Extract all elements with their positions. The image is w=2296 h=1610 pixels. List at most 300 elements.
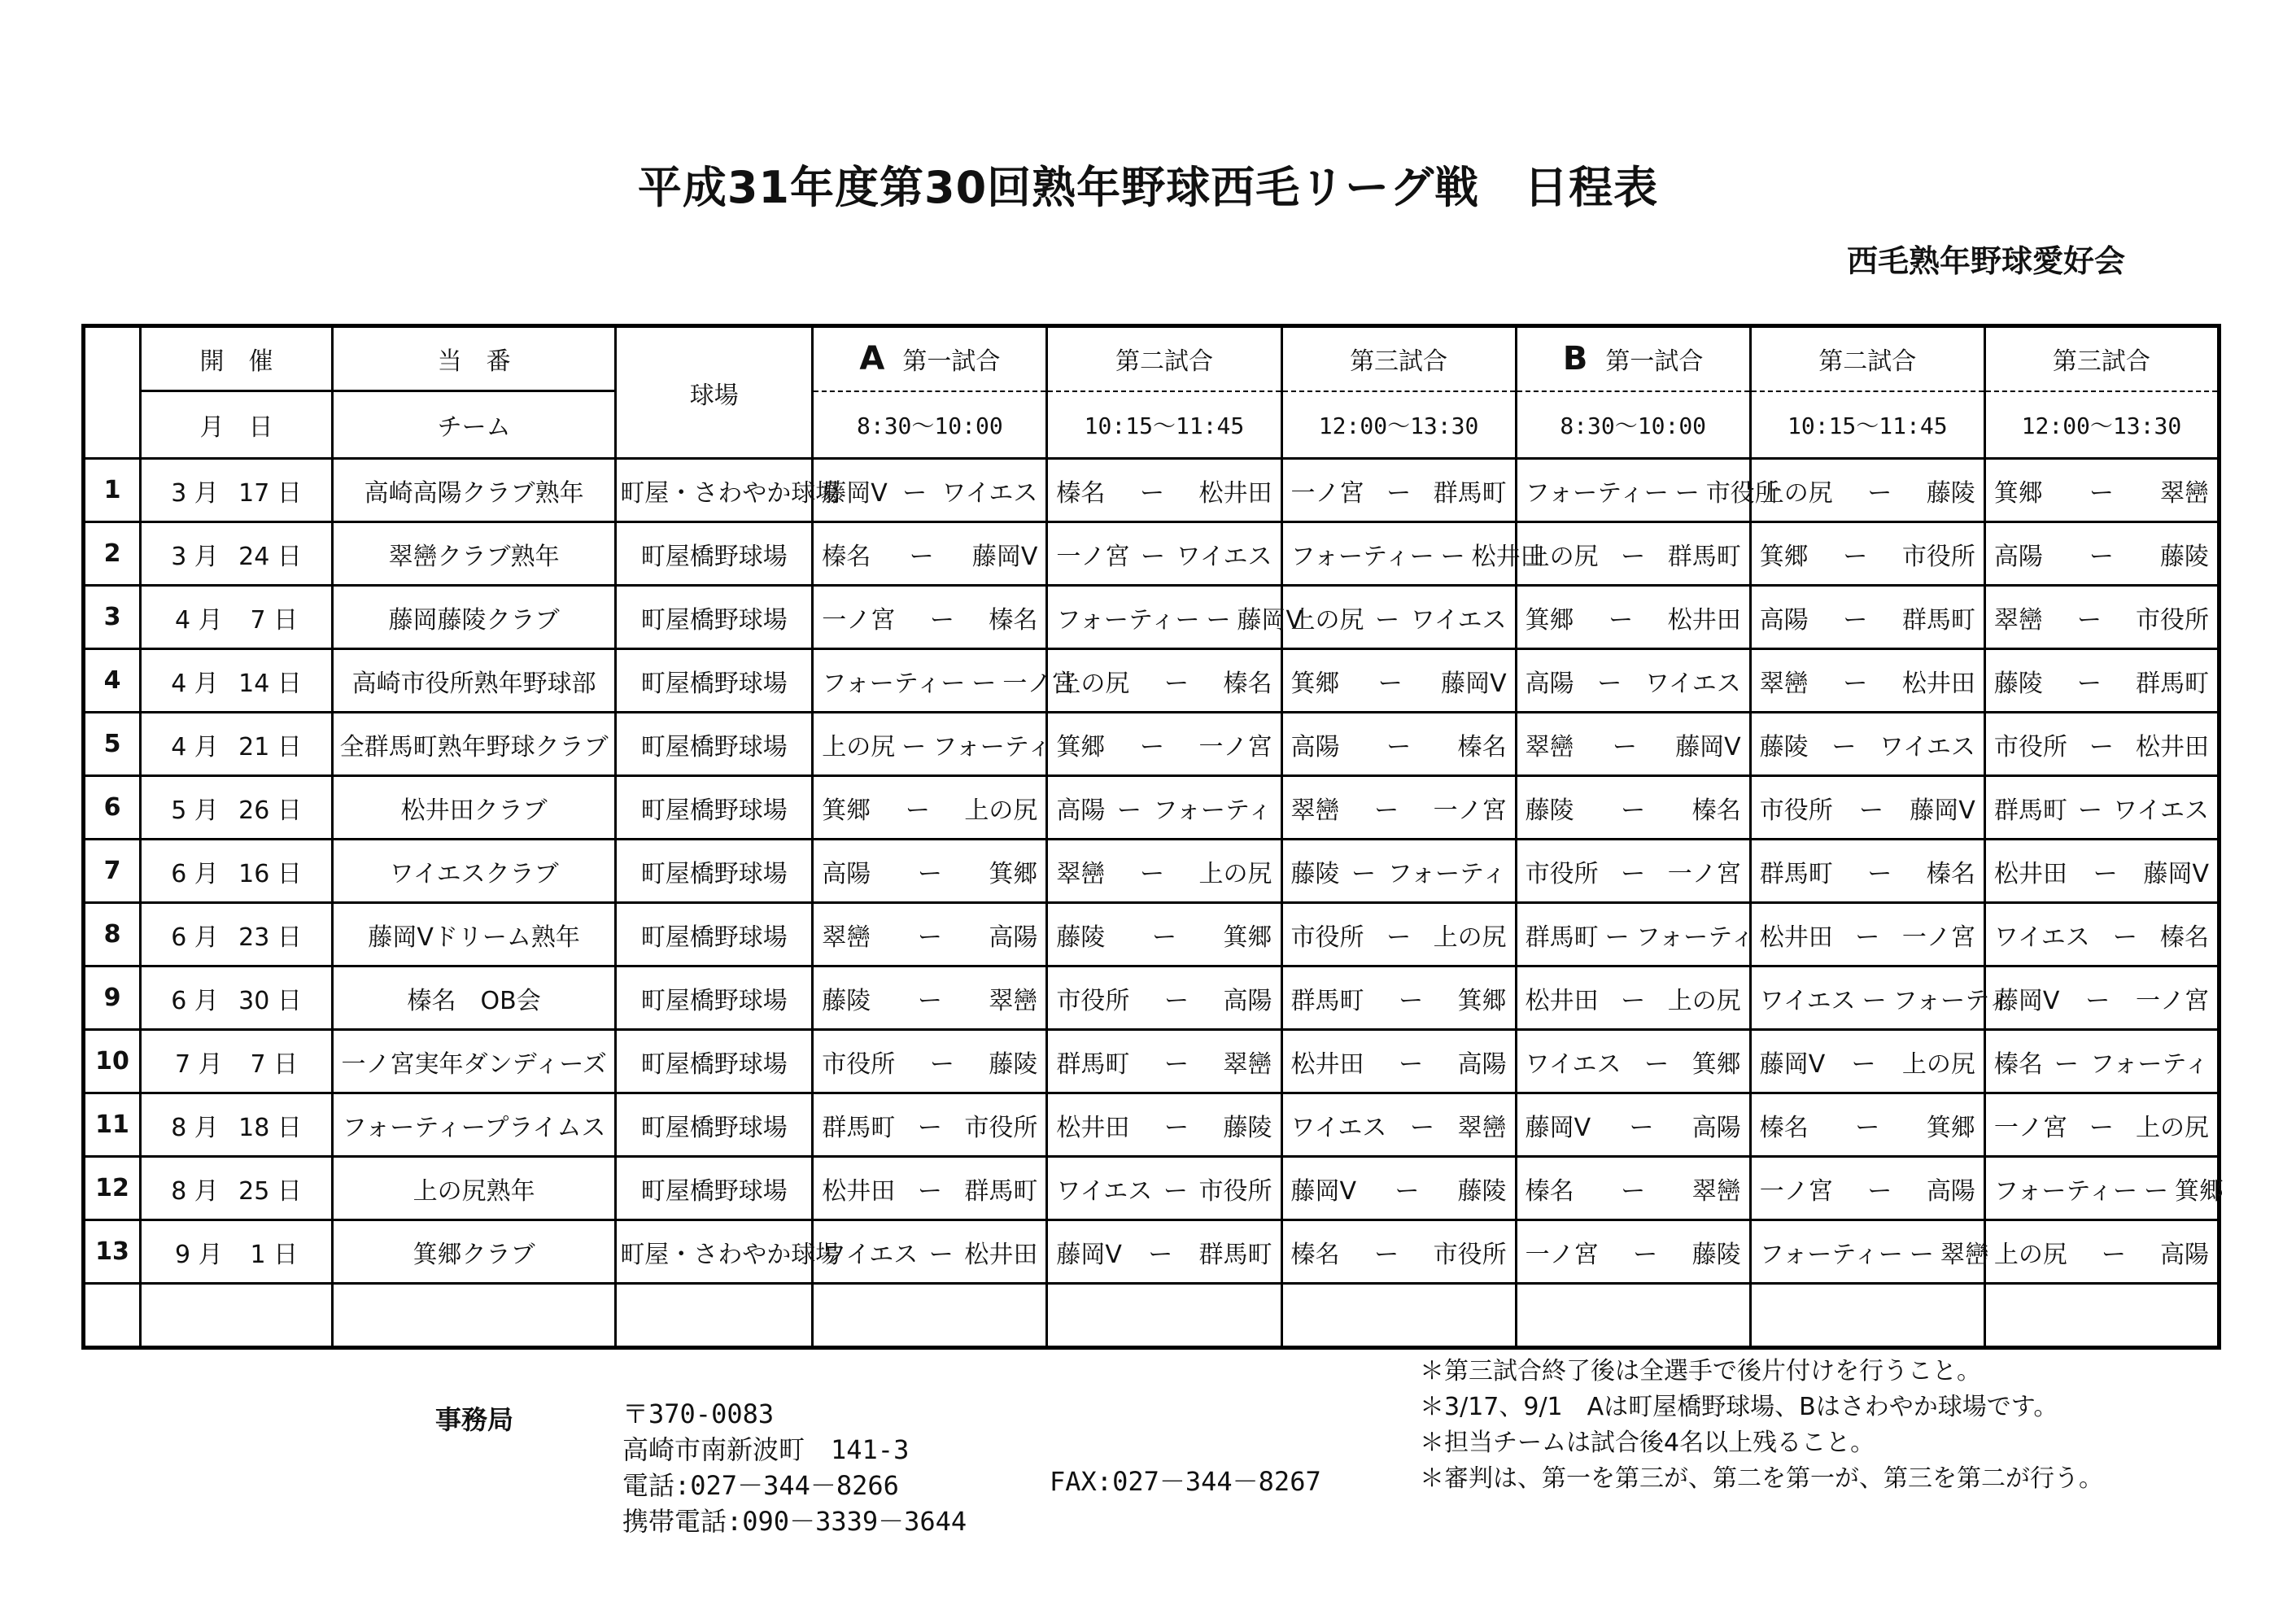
home-team: ワイエス bbox=[1525, 1049, 1622, 1079]
home-team: 上の尻 bbox=[1525, 542, 1599, 571]
home-team: ワイエス bbox=[1993, 923, 2090, 952]
vs-dash: ー bbox=[1139, 732, 1164, 761]
header-a-game2: 第二試合 bbox=[1047, 326, 1281, 391]
empty-row bbox=[84, 1284, 2220, 1348]
row-date bbox=[141, 586, 333, 649]
match-cell-b2 bbox=[1750, 1030, 1984, 1093]
vs-dash: ー bbox=[1351, 859, 1377, 888]
away-team: 藤岡V bbox=[1441, 669, 1507, 698]
vs-dash: ー bbox=[909, 542, 934, 571]
row-duty-team: 藤岡Vドリーム熟年 bbox=[333, 903, 616, 966]
away-team: 松井田 bbox=[1198, 478, 1272, 508]
row-venue: 町屋橋野球場 bbox=[616, 903, 813, 966]
home-team: 箕郷 bbox=[1525, 605, 1574, 635]
away-team: 市役所 bbox=[1433, 1240, 1507, 1269]
vs-dash: ー bbox=[1374, 1240, 1399, 1269]
away-team: 高陽 bbox=[2160, 1240, 2209, 1269]
home-team: 藤岡V bbox=[1056, 1240, 1122, 1269]
empty-cell bbox=[1281, 1284, 1516, 1348]
away-team: 市役所 bbox=[1198, 1176, 1272, 1206]
away-team: 上の尻 bbox=[2136, 1113, 2209, 1142]
vs-dash: ー bbox=[929, 1049, 954, 1079]
row-day: 7 日 bbox=[250, 605, 299, 635]
match bbox=[817, 536, 1042, 572]
match-cell-b1 bbox=[1516, 1157, 1750, 1220]
row-day: 17 日 bbox=[238, 478, 302, 508]
home-team: 上の尻 bbox=[1056, 669, 1130, 698]
vs-dash: ー bbox=[917, 1176, 942, 1206]
home-team: 藤岡V bbox=[1993, 986, 2060, 1015]
away-team: 一ノ宮 bbox=[1198, 732, 1272, 761]
away-team: ワイエス bbox=[941, 478, 1038, 508]
vs-dash: ー bbox=[1867, 1176, 1892, 1206]
home-team: 箕郷 bbox=[1759, 542, 1809, 571]
home-team: 一ノ宮 bbox=[1056, 542, 1130, 571]
date-wrap bbox=[145, 536, 328, 572]
vs-dash: ー bbox=[1395, 1176, 1420, 1206]
vs-dash: ー bbox=[1163, 1176, 1188, 1206]
away-team: 藤岡V bbox=[1237, 605, 1303, 635]
row-day: 14 日 bbox=[238, 669, 302, 698]
match bbox=[817, 663, 1076, 699]
match-cell-a1 bbox=[813, 1030, 1047, 1093]
match-cell-b3 bbox=[1984, 903, 2219, 966]
row-number: 10 bbox=[84, 1030, 141, 1093]
vs-dash: ー bbox=[971, 669, 997, 698]
vs-dash: ー bbox=[1116, 796, 1141, 825]
row-date bbox=[141, 1220, 333, 1284]
match-cell-a2 bbox=[1047, 1157, 1281, 1220]
match bbox=[1989, 1171, 2224, 1206]
home-team: 翠巒 bbox=[822, 923, 871, 952]
home-team: 一ノ宮 bbox=[1290, 478, 1364, 508]
home-team: 市役所 bbox=[822, 1049, 896, 1079]
match-cell-a3 bbox=[1281, 1030, 1516, 1093]
header-venue: 球場 bbox=[616, 326, 813, 459]
vs-dash: ー bbox=[929, 605, 954, 635]
row-duty-team: 榛名 OB会 bbox=[333, 966, 616, 1030]
match-cell-a3 bbox=[1281, 776, 1516, 840]
vs-dash: ー bbox=[1621, 542, 1646, 571]
match-cell-b3 bbox=[1984, 713, 2219, 776]
match-cell-b1 bbox=[1516, 649, 1750, 713]
header-b-game2: 第二試合 bbox=[1750, 326, 1984, 391]
match-cell-b1 bbox=[1516, 776, 1750, 840]
match bbox=[1286, 663, 1512, 699]
match-cell-a3 bbox=[1281, 903, 1516, 966]
home-team: 箕郷 bbox=[1056, 732, 1106, 761]
home-team: 榛名 bbox=[1056, 478, 1106, 508]
home-team: 榛名 bbox=[1525, 1176, 1574, 1206]
match-cell-b2 bbox=[1750, 1093, 1984, 1157]
match bbox=[1755, 663, 1980, 699]
date-wrap bbox=[145, 663, 328, 699]
home-team: 松井田 bbox=[1759, 923, 1833, 952]
vs-dash: ー bbox=[1206, 605, 1231, 635]
match bbox=[1286, 600, 1512, 635]
row-month: 6 月 bbox=[171, 923, 219, 952]
empty-cell bbox=[333, 1284, 616, 1348]
row-month: 6 月 bbox=[171, 859, 219, 888]
home-team: 群馬町 bbox=[1056, 1049, 1130, 1079]
row-duty-team: 高崎高陽クラブ熟年 bbox=[333, 459, 616, 522]
vs-dash: ー bbox=[2093, 859, 2118, 888]
match-cell-b1 bbox=[1516, 1030, 1750, 1093]
row-month: 4 月 bbox=[171, 732, 219, 761]
away-team: 一ノ宮 bbox=[1901, 923, 1975, 952]
away-team: 翠巒 bbox=[1691, 1176, 1741, 1206]
away-team: 松井田 bbox=[964, 1240, 1038, 1269]
home-team: 藤陵 bbox=[1525, 796, 1574, 825]
match-cell-b3 bbox=[1984, 776, 2219, 840]
away-team: フォーティ bbox=[1635, 923, 1755, 952]
match bbox=[1051, 726, 1277, 762]
empty-cell bbox=[1047, 1284, 1281, 1348]
home-team: 箕郷 bbox=[822, 796, 871, 825]
match-cell-a3 bbox=[1281, 966, 1516, 1030]
vs-dash: ー bbox=[1139, 478, 1164, 508]
row-month: 3 月 bbox=[171, 542, 219, 571]
home-team: 翠巒 bbox=[1290, 796, 1340, 825]
match bbox=[1521, 473, 1779, 508]
match bbox=[1286, 1044, 1512, 1080]
away-team: 市役所 bbox=[2136, 605, 2209, 635]
match-cell-a2 bbox=[1047, 1093, 1281, 1157]
away-team: ワイエス bbox=[1879, 732, 1975, 761]
match-cell-a3 bbox=[1281, 713, 1516, 776]
home-team: 藤陵 bbox=[1290, 859, 1340, 888]
row-date bbox=[141, 522, 333, 586]
away-team: 翠巒 bbox=[1457, 1113, 1507, 1142]
match-cell-a3 bbox=[1281, 586, 1516, 649]
header-team: チーム bbox=[333, 391, 616, 459]
home-team: フォーティー bbox=[1290, 542, 1434, 571]
row-day: 1 日 bbox=[250, 1240, 299, 1269]
match bbox=[1051, 790, 1277, 826]
match-cell-a2 bbox=[1047, 1220, 1281, 1284]
row-venue: 町屋・さわやか球場 bbox=[616, 1220, 813, 1284]
row-day: 23 日 bbox=[238, 923, 302, 952]
row-duty-team: 翠巒クラブ熟年 bbox=[333, 522, 616, 586]
home-team: フォーティー bbox=[1759, 1240, 1903, 1269]
empty-cell bbox=[141, 1284, 333, 1348]
vs-dash: ー bbox=[1374, 796, 1399, 825]
match bbox=[1989, 1234, 2214, 1270]
organizer-name: 西毛熟年野球愛好会 bbox=[1846, 243, 2125, 279]
row-date bbox=[141, 1030, 333, 1093]
match bbox=[1521, 1044, 1746, 1080]
away-team: 翠巒 bbox=[2160, 478, 2209, 508]
home-team: 高陽 bbox=[822, 859, 871, 888]
vs-dash: ー bbox=[1843, 669, 1868, 698]
match bbox=[1755, 536, 1980, 572]
home-team: 翠巒 bbox=[1056, 859, 1106, 888]
match bbox=[817, 473, 1042, 508]
vs-dash: ー bbox=[2089, 1113, 2114, 1142]
match-cell-a2 bbox=[1047, 459, 1281, 522]
note-item: ＊審判は、第一を第三が、第二を第一が、第三を第二が行う。 bbox=[1420, 1464, 2103, 1493]
vs-dash: ー bbox=[1609, 605, 1634, 635]
table-row bbox=[84, 966, 2220, 1030]
header-duty: 当 番 bbox=[333, 326, 616, 391]
vs-dash: ー bbox=[1644, 1049, 1670, 1079]
vs-dash: ー bbox=[1831, 732, 1857, 761]
away-team: 翠巒 bbox=[989, 986, 1038, 1015]
date-wrap bbox=[145, 1107, 328, 1143]
match bbox=[1051, 1171, 1277, 1206]
away-team: 榛名 bbox=[1457, 732, 1507, 761]
away-team: 群馬町 bbox=[1198, 1240, 1272, 1269]
match-cell-b1 bbox=[1516, 966, 1750, 1030]
match bbox=[1286, 917, 1512, 953]
header-b-game3: 第三試合 bbox=[1984, 326, 2219, 391]
office-mobile: 携帯電話:090－3339－3644 bbox=[622, 1506, 967, 1537]
vs-dash: ー bbox=[1163, 986, 1189, 1015]
vs-dash: ー bbox=[1440, 542, 1465, 571]
row-venue: 町屋橋野球場 bbox=[616, 1157, 813, 1220]
header-month-day: 月 日 bbox=[141, 391, 333, 459]
date-wrap bbox=[145, 1044, 328, 1080]
row-day: 30 日 bbox=[238, 986, 302, 1015]
match bbox=[1521, 536, 1746, 572]
home-team: 榛名 bbox=[822, 542, 871, 571]
match-cell-b3 bbox=[1984, 1220, 2219, 1284]
row-number: 5 bbox=[84, 713, 141, 776]
row-venue: 町屋橋野球場 bbox=[616, 966, 813, 1030]
vs-dash: ー bbox=[928, 1240, 954, 1269]
home-team: ワイエス bbox=[1290, 1113, 1387, 1142]
row-month: 4 月 bbox=[174, 605, 223, 635]
away-team: 箕郷 bbox=[1926, 1113, 1975, 1142]
home-team: 松井田 bbox=[1993, 859, 2067, 888]
vs-dash: ー bbox=[1909, 1240, 1934, 1269]
match-cell-a2 bbox=[1047, 776, 1281, 840]
home-team: 一ノ宮 bbox=[822, 605, 896, 635]
vs-dash: ー bbox=[917, 986, 942, 1015]
row-month: 9 月 bbox=[174, 1240, 223, 1269]
match-cell-a1 bbox=[813, 1157, 1047, 1220]
match-cell-a1 bbox=[813, 966, 1047, 1030]
match bbox=[1286, 1234, 1512, 1270]
header-row-bottom bbox=[84, 391, 2220, 459]
header-b-time2: 10:15～11:45 bbox=[1750, 391, 1984, 459]
vs-dash: ー bbox=[2077, 796, 2102, 825]
match-cell-a3 bbox=[1281, 522, 1545, 586]
away-team: 高陽 bbox=[1691, 1113, 1741, 1142]
table-row bbox=[84, 1093, 2220, 1157]
home-team: 藤陵 bbox=[1759, 732, 1809, 761]
home-team: ワイエス bbox=[822, 1240, 919, 1269]
vs-dash: ー bbox=[1386, 732, 1412, 761]
match bbox=[1989, 600, 2214, 635]
away-team: 群馬町 bbox=[1667, 542, 1741, 571]
match bbox=[1051, 1107, 1277, 1143]
match-cell-a1 bbox=[813, 840, 1047, 903]
row-day: 26 日 bbox=[238, 796, 302, 825]
row-month: 8 月 bbox=[171, 1113, 219, 1142]
vs-dash: ー bbox=[2076, 605, 2102, 635]
match bbox=[1286, 473, 1512, 508]
match-cell-b2 bbox=[1750, 903, 1984, 966]
home-team: フォーティー bbox=[1056, 605, 1200, 635]
away-team: 藤陵 bbox=[989, 1049, 1038, 1079]
match bbox=[817, 1044, 1042, 1080]
row-duty-team: 高崎市役所熟年野球部 bbox=[333, 649, 616, 713]
home-team: 榛名 bbox=[1290, 1240, 1340, 1269]
home-team: ワイエス bbox=[1056, 1176, 1153, 1206]
row-number: 7 bbox=[84, 840, 141, 903]
vs-dash: ー bbox=[917, 923, 942, 952]
match-cell-b3 bbox=[1984, 649, 2219, 713]
away-team: 榛名 bbox=[1691, 796, 1741, 825]
row-month: 4 月 bbox=[171, 669, 219, 698]
empty-cell bbox=[813, 1284, 1047, 1348]
notes-block bbox=[1420, 1354, 2103, 1497]
header-row-top bbox=[84, 326, 2220, 391]
row-number: 4 bbox=[84, 649, 141, 713]
match bbox=[1989, 536, 2214, 572]
match bbox=[1989, 1044, 2214, 1080]
match bbox=[817, 853, 1042, 889]
page-title: 平成31年度第30回熟年野球西毛リーグ戦 日程表 bbox=[637, 162, 1659, 213]
match-cell-a1 bbox=[813, 713, 1052, 776]
match bbox=[1989, 917, 2214, 953]
match bbox=[817, 1171, 1042, 1206]
match bbox=[1521, 790, 1746, 826]
away-team: 榛名 bbox=[1926, 859, 1975, 888]
vs-dash: ー bbox=[1851, 1049, 1876, 1079]
row-day: 25 日 bbox=[238, 1176, 302, 1206]
row-month: 8 月 bbox=[171, 1176, 219, 1206]
vs-dash: ー bbox=[1377, 669, 1403, 698]
match bbox=[1286, 790, 1512, 826]
table-row bbox=[84, 713, 2220, 776]
away-team: 松井田 bbox=[1471, 542, 1545, 571]
row-duty-team: 全群馬町熟年野球クラブ bbox=[333, 713, 616, 776]
table-row bbox=[84, 1157, 2220, 1220]
table-row bbox=[84, 776, 2220, 840]
away-team: 群馬町 bbox=[1901, 605, 1975, 635]
match bbox=[1521, 600, 1746, 635]
row-duty-team: 一ノ宮実年ダンディーズ bbox=[333, 1030, 616, 1093]
away-team: 翠巒 bbox=[1223, 1049, 1272, 1079]
match-cell-a1 bbox=[813, 903, 1047, 966]
away-team: ワイエス bbox=[2113, 796, 2209, 825]
home-team: 市役所 bbox=[1290, 923, 1364, 952]
row-month: 3 月 bbox=[171, 478, 219, 508]
vs-dash: ー bbox=[902, 478, 928, 508]
row-duty-team: 藤岡藤陵クラブ bbox=[333, 586, 616, 649]
empty-cell bbox=[1984, 1284, 2219, 1348]
match bbox=[1051, 536, 1277, 572]
vs-dash: ー bbox=[2089, 732, 2114, 761]
vs-dash: ー bbox=[917, 1113, 942, 1142]
home-team: フォーティー bbox=[1525, 478, 1669, 508]
table-row bbox=[84, 522, 2220, 586]
home-team: 市役所 bbox=[1525, 859, 1599, 888]
match-cell-b1 bbox=[1516, 840, 1750, 903]
row-number: 3 bbox=[84, 586, 141, 649]
match bbox=[1755, 1107, 1980, 1143]
row-date bbox=[141, 903, 333, 966]
empty-cell bbox=[1750, 1284, 1984, 1348]
away-team: 藤陵 bbox=[1457, 1176, 1507, 1206]
home-team: 榛名 bbox=[1759, 1113, 1809, 1142]
match-cell-a3 bbox=[1281, 1220, 1516, 1284]
vs-dash: ー bbox=[1386, 923, 1412, 952]
match-cell-b1 bbox=[1516, 1220, 1750, 1284]
row-number: 2 bbox=[84, 522, 141, 586]
match-cell-b2 bbox=[1750, 840, 1984, 903]
match bbox=[1755, 1234, 1989, 1270]
date-wrap bbox=[145, 917, 328, 953]
match bbox=[817, 726, 1052, 762]
away-team: 高陽 bbox=[1926, 1176, 1975, 1206]
away-team: ワイエス bbox=[1176, 542, 1272, 571]
away-team: 榛名 bbox=[1223, 669, 1272, 698]
match-cell-b3 bbox=[1984, 840, 2219, 903]
away-team: 藤陵 bbox=[1223, 1113, 1272, 1142]
empty-cell bbox=[616, 1284, 813, 1348]
match bbox=[817, 790, 1042, 826]
match-cell-b2 bbox=[1750, 1220, 1989, 1284]
match bbox=[1521, 1234, 1746, 1270]
row-date bbox=[141, 776, 333, 840]
vs-dash: ー bbox=[1604, 923, 1630, 952]
away-team: 藤陵 bbox=[1691, 1240, 1741, 1269]
header-a-game1 bbox=[813, 326, 1047, 391]
match bbox=[1521, 980, 1746, 1016]
home-team: 市役所 bbox=[1759, 796, 1833, 825]
header-a-time2: 10:15～11:45 bbox=[1047, 391, 1281, 459]
home-team: 松井田 bbox=[1525, 986, 1599, 1015]
vs-dash: ー bbox=[1859, 796, 1884, 825]
match-cell-a2 bbox=[1047, 903, 1281, 966]
vs-dash: ー bbox=[1597, 669, 1622, 698]
match bbox=[1755, 1171, 1980, 1206]
match-cell-b1 bbox=[1516, 713, 1750, 776]
header-number-cell bbox=[84, 326, 141, 459]
vs-dash: ー bbox=[1399, 986, 1424, 1015]
vs-dash: ー bbox=[1612, 732, 1637, 761]
office-label: 事務局 bbox=[435, 1404, 514, 1435]
match bbox=[1286, 1171, 1512, 1206]
match-cell-b3 bbox=[1984, 1030, 2219, 1093]
vs-dash: ー bbox=[1151, 923, 1176, 952]
away-team: 榛名 bbox=[2160, 923, 2209, 952]
match bbox=[1755, 473, 1980, 508]
away-team: 一ノ宮 bbox=[2136, 986, 2209, 1015]
office-address: 高崎市南新波町 141-3 bbox=[622, 1434, 910, 1465]
vs-dash: ー bbox=[1621, 796, 1646, 825]
vs-dash: ー bbox=[905, 796, 930, 825]
match bbox=[817, 1107, 1042, 1143]
match-cell-a3 bbox=[1281, 1157, 1516, 1220]
match bbox=[1989, 1107, 2214, 1143]
home-team: 一ノ宮 bbox=[1993, 1113, 2067, 1142]
match-cell-a3 bbox=[1281, 840, 1516, 903]
home-team: 箕郷 bbox=[1993, 478, 2043, 508]
home-team: 高陽 bbox=[1525, 669, 1574, 698]
row-month: 5 月 bbox=[171, 796, 219, 825]
row-duty-team: 箕郷クラブ bbox=[333, 1220, 616, 1284]
vs-dash: ー bbox=[1867, 859, 1892, 888]
row-venue: 町屋橋野球場 bbox=[616, 586, 813, 649]
header-b-time3: 12:00～13:30 bbox=[1984, 391, 2219, 459]
away-team: 藤岡V bbox=[971, 542, 1038, 571]
date-wrap bbox=[145, 790, 328, 826]
row-date bbox=[141, 1157, 333, 1220]
